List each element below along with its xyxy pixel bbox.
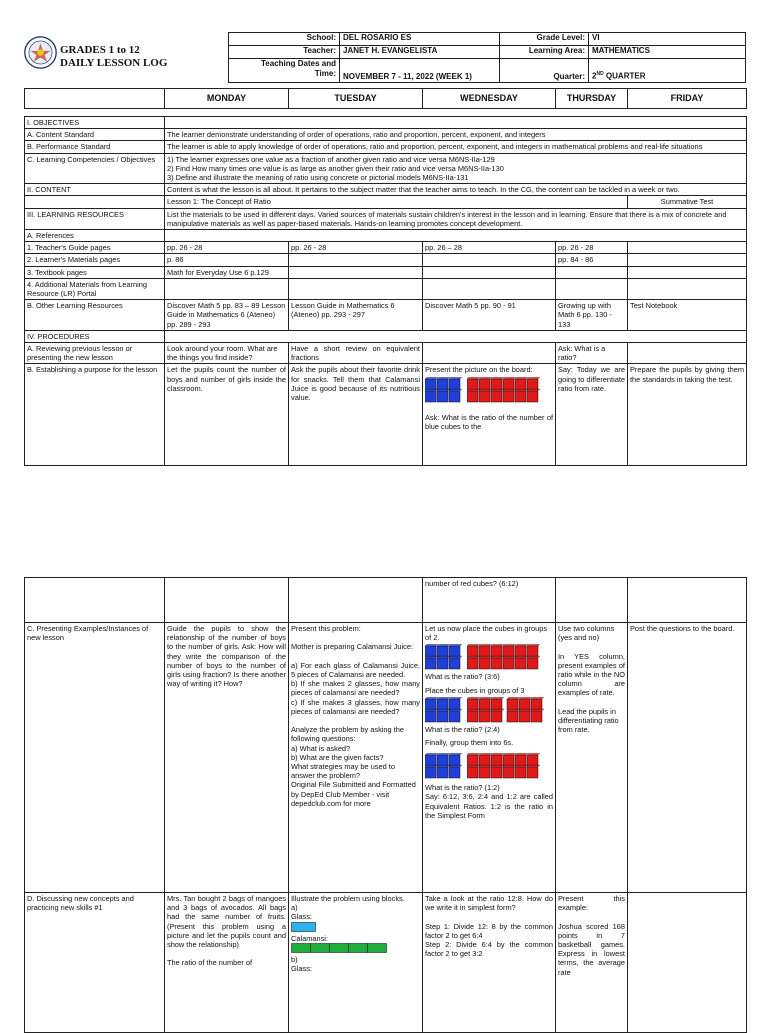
- cube: [503, 765, 516, 778]
- grade-label: Grade Level:: [500, 33, 589, 46]
- pres-wed-3: Place the cubes in groups of 3: [425, 685, 525, 695]
- cube: [527, 656, 540, 669]
- lesson-table-page-2: [24, 577, 747, 1033]
- blue-cubes: [425, 377, 462, 403]
- disc-wed-2: Step 1: Divide 12: 8 by the common factor 2 to get 6:4: [425, 921, 553, 940]
- teacher-value: JANET H. EVANGELISTA: [340, 46, 500, 59]
- tb-tue: [289, 266, 423, 278]
- additional-materials-label: 4. Additional Materials from Learning Resource (LR) Portal: [25, 278, 165, 299]
- resources-text: List the materials to be used in different days. Varied sources of materials sustain children's interest in the lesson and in learning. Ensure that there is a mix of concrete and manipulative materials as well as paper-based materials. Hands-on learning promotes concept development.: [165, 208, 747, 229]
- day-thursday: THURSDAY: [556, 89, 628, 109]
- calamansi-block: [292, 944, 311, 953]
- cube: [531, 709, 544, 722]
- competency-1: 1) The learner expresses one value as a fraction of another given ratio and vice versa M6NS-IIa-129: [167, 154, 495, 164]
- am-tue: [289, 278, 423, 299]
- pres-thu-3: Lead the pupils in differentiating ratio from rate.: [558, 706, 619, 735]
- est-thu: Say: Today we are going to differentiate ratio from rate.: [556, 364, 628, 466]
- disc-mon-2: The ratio of the number of: [167, 958, 253, 968]
- cont-fri: [628, 578, 747, 623]
- pres-tue-6: Analyze the problem by asking the following questions:: [291, 725, 404, 744]
- cube: [515, 377, 528, 390]
- cube: [437, 765, 450, 778]
- olr-wed: Discover Math 5 pp. 90 - 91: [423, 300, 556, 331]
- cube: [527, 765, 540, 778]
- disc-tue: [289, 893, 423, 1033]
- olr-label: B. Other Learning Resources: [25, 300, 165, 331]
- est-wed-text-1: Present the picture on the board:: [425, 365, 533, 375]
- competency-2: 2) Find How many times one value is as large as another given their ratio and vice versa M6NS-IIa-130: [167, 163, 504, 173]
- red-cubes-groups-3: [467, 697, 545, 723]
- resources-label: III. LEARNING RESOURCES: [25, 208, 165, 229]
- blue-cubes-groups-3: [425, 697, 462, 723]
- pres-wed-7: Say: 6:12, 3:6, 2:4 and 1:2 are called Equivalent Ratios. 1:2 is the ratio in the Simplest Form: [425, 792, 553, 820]
- cube: [491, 765, 504, 778]
- rev-fri: [628, 343, 747, 364]
- cont-wed: number of red cubes? (6:12): [423, 578, 556, 623]
- calamansi-block: [349, 944, 368, 953]
- disc-wed-1: Take a look at the ratio 12:8. How do we write it in simplest form?: [425, 894, 553, 913]
- cube: [503, 644, 516, 657]
- est-mon: Let the pupils count the number of boys and number of girls inside the classroom.: [165, 364, 289, 466]
- am-thu: [556, 278, 628, 299]
- spacer-row: [25, 109, 747, 117]
- pres-wed: [423, 623, 556, 893]
- reviewing-label: A. Reviewing previous lesson or presenting the new lesson: [25, 343, 165, 364]
- cube: [467, 753, 480, 766]
- cube: [491, 377, 504, 390]
- pres-wed-5: Finally, group them into 6s.: [425, 738, 514, 748]
- pres-tue-2: Mother is preparing Calamansi Juice:: [291, 642, 413, 652]
- pres-thu: [556, 623, 628, 893]
- tg-fri: [628, 242, 747, 254]
- am-fri: [628, 278, 747, 299]
- pres-tue-9: What strategies may be used to answer the problem?: [291, 762, 395, 781]
- pres-mon: Guide the pupils to show the relationship of the number of boys to the number of girls. Ask: How will they write the comparison of the number of boys to the number of girls using fraction? Is there another way of writing it? How?: [165, 623, 289, 893]
- calamansi-block: [311, 944, 330, 953]
- cube: [527, 753, 540, 766]
- school-value: DEL ROSARIO ES: [340, 33, 500, 46]
- cube: [449, 656, 462, 669]
- school-label: School:: [229, 33, 340, 46]
- cube-picture-groups-6: [425, 753, 553, 779]
- cube-picture-ungrouped: [425, 377, 553, 403]
- cube: [479, 377, 492, 390]
- lesson-blank: [25, 196, 165, 208]
- summative-test: Summative Test: [628, 196, 747, 208]
- disc-wed: [423, 893, 556, 1033]
- cube: [425, 753, 438, 766]
- lm-fri: [628, 254, 747, 266]
- cube: [515, 753, 528, 766]
- pres-tue-1: Present this problem:: [291, 624, 361, 633]
- pres-tue-5: c) If she makes 3 glasses, how many pieces of calamansi are needed?: [291, 697, 420, 716]
- cube: [437, 377, 450, 390]
- cube: [467, 697, 480, 710]
- disc-thu: [556, 893, 628, 1033]
- cube: [519, 697, 532, 710]
- lm-thu: pp. 84 - 86: [556, 254, 628, 266]
- procedures-label: IV. PROCEDURES: [25, 330, 165, 342]
- disc-tue-3: Glass:: [291, 912, 312, 922]
- tb-fri: [628, 266, 747, 278]
- lesson-table-page-1: [24, 88, 747, 466]
- cube: [479, 697, 492, 710]
- quarter-label: Quarter:: [500, 59, 589, 83]
- performance-standard-text: The learner is able to apply knowledge of order of operations, ratio and proportion, percent, exponent, and integers in mathematical problems and real-life situations: [165, 141, 747, 153]
- lm-tue: [289, 254, 423, 266]
- est-tue: Ask the pupils about their favorite drink for snacks. Tell them that Calamansi Juice is good because of its nutritious value.: [289, 364, 423, 466]
- pres-thu-1: Use two columns (yes and no): [558, 624, 615, 643]
- olr-fri: Test Notebook: [628, 300, 747, 331]
- disc-wed-3: Step 2: Divide 6:4 by the common factor 2 to get 3:2: [425, 940, 553, 959]
- content-text: Content is what the lesson is all about. It pertains to the subject matter that the teacher aims to teach. In the CG, the content can be tackled in a week or two.: [165, 184, 747, 196]
- olr-mon: Discover Math 5 pp. 83 – 89 Lesson Guide in Mathematics 6 (Ateneo) pp. 289 - 293: [165, 300, 289, 331]
- disc-tue-5: b): [291, 955, 298, 965]
- disc-thu-2: Joshua scored 168 points in 7 basketball games. Express in lowest terms, the average rate: [558, 921, 625, 977]
- cube: [425, 765, 438, 778]
- teacher-label: Teacher:: [229, 46, 340, 59]
- tb-label: 3. Textbook pages: [25, 266, 165, 278]
- deped-seal-icon: [24, 36, 57, 69]
- disc-mon-1: Mrs. Tan bought 2 bags of mangoes and 3 bags of avocados. All bags had the same number of fruits. (Present this problem using a picture and let the pupils count and show the relationship): [167, 894, 286, 950]
- lm-wed: [423, 254, 556, 266]
- tg-tue: pp. 26 - 28: [289, 242, 423, 254]
- cube: [437, 709, 450, 722]
- cont-tue: [289, 578, 423, 623]
- cube: [503, 389, 516, 402]
- red-cubes-groups-6: [467, 753, 541, 779]
- pres-tue-10: Original File Submitted and Formatted by DepEd Club Member - visit depedclub.com for more: [291, 780, 416, 808]
- cube: [449, 377, 462, 390]
- cube-picture-groups-3: [425, 697, 553, 723]
- pres-tue: [289, 623, 423, 893]
- tb-wed: [423, 266, 556, 278]
- calamansi-block: [330, 944, 349, 953]
- cube: [449, 644, 462, 657]
- cube: [491, 644, 504, 657]
- lesson-title: Lesson 1: The Concept of Ratio: [165, 196, 628, 208]
- tg-label: 1. Teacher's Guide pages: [25, 242, 165, 254]
- red-cubes: [467, 377, 541, 403]
- cube: [437, 389, 450, 402]
- cube: [507, 709, 520, 722]
- disc-fri: [628, 893, 747, 1033]
- quarter-value: 2ND QUARTER: [589, 59, 746, 83]
- cube: [519, 709, 532, 722]
- am-wed: [423, 278, 556, 299]
- cube: [515, 656, 528, 669]
- disc-mon: [165, 893, 289, 1033]
- red-cubes-groups-2: [467, 644, 541, 670]
- blank-corner: [25, 89, 165, 109]
- competency-3: 3) Define and illustrate the meaning of ratio using concrete or pictorial models M6NS-IIa-131: [167, 173, 469, 183]
- pres-tue-3: a) For each glass of Calamansi Juice, 5 pieces of Calamansi are needed.: [291, 660, 420, 680]
- cube: [467, 709, 480, 722]
- pres-wed-6: What is the ratio? (1:2): [425, 783, 500, 793]
- content-standard-text: The learner demonstrate understanding of order of operations, ratio and proportion, percent, exponent, and integers: [165, 129, 747, 141]
- cube: [515, 389, 528, 402]
- glass-block: [291, 922, 317, 932]
- cube: [491, 753, 504, 766]
- cube: [467, 656, 480, 669]
- cube: [491, 697, 504, 710]
- tg-wed: pp. 26 – 28: [423, 242, 556, 254]
- calamansi-blocks: [291, 943, 391, 953]
- disc-tue-2: a): [291, 903, 298, 913]
- cube: [467, 389, 480, 402]
- rev-thu: Ask: What is a ratio?: [556, 343, 628, 364]
- cube-picture-groups-2: [425, 644, 553, 670]
- pres-wed-1: Let us now place the cubes in groups of 2.: [425, 624, 548, 643]
- cube: [479, 389, 492, 402]
- references-label: A. References: [25, 230, 165, 242]
- cube: [527, 389, 540, 402]
- content-label: II. CONTENT: [25, 184, 165, 196]
- est-wed-text-2: Ask: What is the ratio of the number of blue cubes to the: [425, 412, 553, 431]
- pres-tue-8: b) What are the given facts?: [291, 752, 384, 762]
- cube: [515, 644, 528, 657]
- olr-thu: Growing up with Math 6 pp. 130 - 133: [556, 300, 628, 331]
- cube: [479, 656, 492, 669]
- cube: [491, 389, 504, 402]
- cube: [467, 644, 480, 657]
- establishing-label: B. Establishing a purpose for the lesson: [25, 364, 165, 466]
- pres-wed-4: What is the ratio? (2:4): [425, 724, 500, 734]
- content-standard-label: A. Content Standard: [25, 129, 165, 141]
- cont-thu: [556, 578, 628, 623]
- day-tuesday: TUESDAY: [289, 89, 423, 109]
- cube: [449, 709, 462, 722]
- pres-wed-2: What is the ratio? (3:6): [425, 672, 500, 682]
- am-mon: [165, 278, 289, 299]
- day-friday: FRIDAY: [628, 89, 747, 109]
- references-blank: [165, 230, 747, 242]
- olr-tue: Lesson Guide in Mathematics 6 (Ateneo) pp. 293 - 297: [289, 300, 423, 331]
- cube: [425, 697, 438, 710]
- blue-cubes-groups-2: [425, 644, 462, 670]
- cube: [527, 377, 540, 390]
- dates-value: NOVEMBER 7 - 11, 2022 (WEEK 1): [340, 59, 500, 83]
- day-monday: MONDAY: [165, 89, 289, 109]
- lm-mon: p. 86: [165, 254, 289, 266]
- tb-thu: [556, 266, 628, 278]
- title-line-1: GRADES 1 to 12: [60, 44, 140, 56]
- cube: [449, 697, 462, 710]
- competencies-label: C. Learning Competencies / Objectives: [25, 153, 165, 184]
- cube: [507, 697, 520, 710]
- disc-tue-1: Illustrate the problem using blocks.: [291, 894, 405, 903]
- rev-mon: Look around your room. What are the things you find inside?: [165, 343, 289, 364]
- cube: [437, 697, 450, 710]
- day-wednesday: WEDNESDAY: [423, 89, 556, 109]
- discussing-label: D. Discussing new concepts and practicing new skills #1: [25, 893, 165, 1033]
- cube: [479, 765, 492, 778]
- presenting-label: C. Presenting Examples/Instances of new lesson: [25, 623, 165, 893]
- lm-label: 2. Learner's Materials pages: [25, 254, 165, 266]
- cube: [479, 644, 492, 657]
- cube: [425, 709, 438, 722]
- performance-standard-label: B. Performance Standard: [25, 141, 165, 153]
- rev-tue: Have a short review on equivalent fractions: [289, 343, 423, 364]
- cube: [531, 697, 544, 710]
- pres-tue-4: b) If she makes 2 glasses, how many pieces of calamansi are needed?: [291, 679, 420, 698]
- disc-thu-1: Present this example:: [558, 894, 625, 913]
- cube: [449, 389, 462, 402]
- title-line-2: DAILY LESSON LOG: [60, 57, 168, 69]
- objectives-heading: I. OBJECTIVES: [25, 117, 165, 129]
- cube: [479, 753, 492, 766]
- cube: [467, 377, 480, 390]
- tg-thu: pp. 26 - 28: [556, 242, 628, 254]
- blue-cubes-groups-6: [425, 753, 462, 779]
- cube: [425, 377, 438, 390]
- grade-value: VI: [589, 33, 746, 46]
- cube: [437, 644, 450, 657]
- cube: [491, 656, 504, 669]
- cont-mon: [165, 578, 289, 623]
- disc-tue-4: Calamansi:: [291, 933, 328, 943]
- cube: [527, 644, 540, 657]
- cube: [449, 765, 462, 778]
- area-label: Learning Area:: [500, 46, 589, 59]
- cube: [503, 753, 516, 766]
- competencies-text: [165, 153, 747, 184]
- cube: [467, 765, 480, 778]
- header-info-table: [228, 32, 746, 83]
- rev-wed: [423, 343, 556, 364]
- cube: [479, 709, 492, 722]
- cube: [515, 765, 528, 778]
- cube: [437, 656, 450, 669]
- disc-tue-6: Glass:: [291, 964, 312, 974]
- cube: [503, 656, 516, 669]
- cube: [425, 389, 438, 402]
- cube: [425, 656, 438, 669]
- calamansi-block: [368, 944, 387, 953]
- cube: [437, 753, 450, 766]
- tg-mon: pp. 26 - 28: [165, 242, 289, 254]
- cube: [491, 709, 504, 722]
- pres-fri: Post the questions to the board.: [628, 623, 747, 893]
- area-value: MATHEMATICS: [589, 46, 746, 59]
- cube: [425, 644, 438, 657]
- cube: [449, 753, 462, 766]
- days-header-row: [25, 89, 747, 109]
- pres-thu-2: In YES column, present examples of ratio while in the NO column are examples of rate.: [558, 651, 625, 698]
- objectives-blank: [165, 117, 747, 129]
- tb-mon: Math for Everyday Use 6 p.129: [165, 266, 289, 278]
- procedures-blank: [165, 330, 747, 342]
- est-fri: Prepare the pupils by giving them the standards in taking the test.: [628, 364, 747, 466]
- dates-label: Teaching Dates and Time:: [229, 59, 340, 83]
- cube: [503, 377, 516, 390]
- est-wed: [423, 364, 556, 466]
- pres-tue-7: a) What is asked?: [291, 743, 351, 753]
- cont-label: [25, 578, 165, 623]
